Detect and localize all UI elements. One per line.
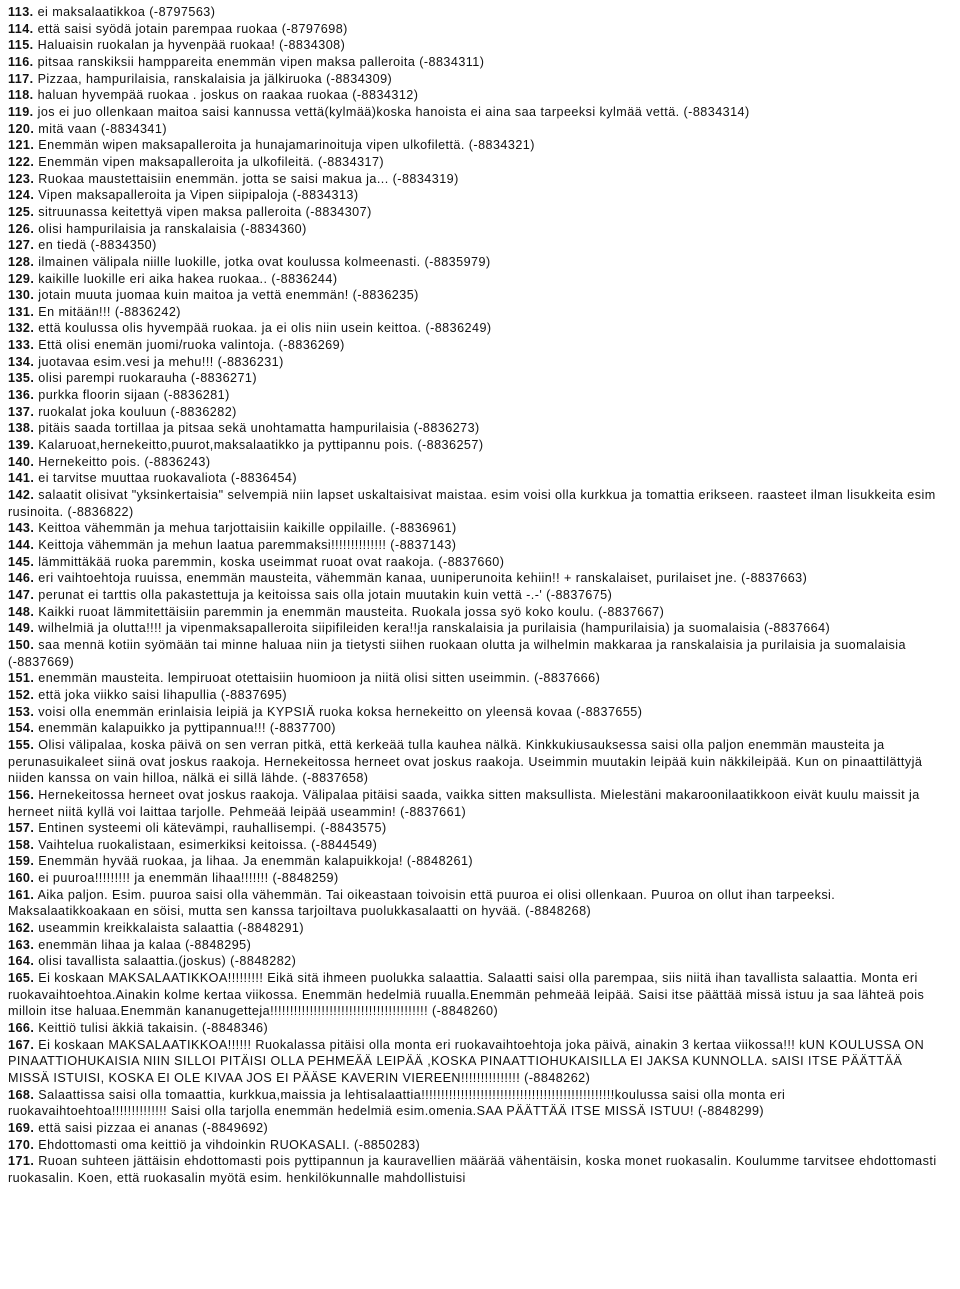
entry-number: 116.	[8, 54, 34, 69]
entry-number: 168.	[8, 1087, 35, 1102]
entry-text: Olisi välipalaa, koska päivä on sen verran pitkä, että kerkeää tulla kauhea nälkä. Kinkkukiusauksessa saisi olla paljon enemmän mausteita ja perunasuikaleet siinä ovat joskus raakoja. Hernekeitossa herneet ovat joskus raakoja. Useimmin muutakin leipää kuin näkkileipää. Kun on pinaattilättyjä niiden kanssa on vain hilloa, nälkä ei sillä lähde. (-8837658)	[8, 737, 923, 786]
entry-number: 119.	[8, 104, 34, 119]
entry-number: 126.	[8, 221, 35, 236]
entry-number: 150.	[8, 637, 35, 652]
entry-number: 115.	[8, 38, 34, 53]
entry-text: että saisi pizzaa ei ananas (-8849692)	[38, 1120, 269, 1135]
entry-number: 162.	[8, 921, 35, 936]
entry-text: enemmän mausteita. lempiruoat otettaisiin huomioon ja niitä olisi sitten useimmin. (-8837666)	[38, 671, 601, 686]
response-entry	[8, 537, 946, 554]
response-entry	[8, 1020, 946, 1037]
entry-text: voisi olla enemmän erinlaisia leipiä ja KYPSIÄ ruoka koksa hernekeitto on yleensä kovaa (-8837655)	[38, 704, 643, 719]
response-entry	[8, 620, 946, 637]
response-entry	[8, 320, 946, 337]
entry-number: 129.	[8, 271, 35, 286]
entry-text: Keittiö tulisi äkkiä takaisin. (-8848346)	[38, 1021, 269, 1036]
response-entry	[8, 1137, 946, 1154]
response-entry	[8, 570, 946, 587]
entry-number: 121.	[8, 138, 35, 153]
entry-text: Enemmän vipen maksapalleroita ja ulkofileitä. (-8834317)	[38, 154, 385, 169]
response-entry	[8, 587, 946, 604]
entry-number: 155.	[8, 737, 35, 752]
entry-text: pitsaa ranskiksii hamppareita enemmän vipen maksa palleroita (-8834311)	[37, 54, 485, 69]
entry-text: mitä vaan (-8834341)	[38, 121, 167, 136]
entry-text: että koulussa olis hyvempää ruokaa. ja ei olis niin usein keittoa. (-8836249)	[38, 321, 492, 336]
entry-text: ruokalat joka kouluun (-8836282)	[38, 404, 237, 419]
entry-text: jos ei juo ollenkaan maitoa saisi kannussa vettä(kylmää)koska hanoista ei aina saa tarpeeksi kylmää vettä. (-8834314)	[37, 104, 750, 119]
response-entry	[8, 887, 946, 920]
response-entry	[8, 820, 946, 837]
entry-number: 141.	[8, 471, 35, 486]
entry-text: Ei koskaan MAKSALAATIKKOA!!!!!!!!! Eikä sitä ihmeen puolukka salaattia. Salaatti saisi olla parempaa, siis niitä ihan tavallista salaattia. Monta eri ruokavaihtoehtoa.Ainakin kolme kertaa viikossa. Enemmän hedelmiä ruualla.Enemmän pehmeää leipää. Saisi itse päättää missä istuu ja saa lähteä pois milloin itse haluaa.Enemmän kananugetteja!!!!!!!!!!!!!!!!!!!!!!!!!!!!!!!!!!!!!!!! (-8848260)	[8, 971, 925, 1019]
response-entry	[8, 970, 946, 1020]
entry-text: saa mennä kotiin syömään tai minne haluaa niin ja tietysti siihen ruokaan olutta ja wilhelmin makkaraa ja ranskalaisia ja purilaisia ja suomalaisia (-8837669)	[8, 637, 906, 669]
entry-text: Ruoan suhteen jättäisin ehdottomasti pois pyttipannun ja kauravellien määrää vähentäisin, koska monet ruokasalin. Koulumme tarvitsee ehdottomasti ruokasalin. Koen, että ruokasalin myötä esim. henkilökunnalle mahdollistuisi	[8, 1154, 937, 1185]
response-entry	[8, 704, 946, 721]
entry-text: Pizzaa, hampurilaisia, ranskalaisia ja jälkiruoka (-8834309)	[37, 71, 393, 86]
entry-text: olisi tavallista salaattia.(joskus) (-8848282)	[38, 954, 297, 969]
response-entry	[8, 221, 946, 238]
entry-number: 136.	[8, 388, 35, 403]
entry-number: 114.	[8, 21, 34, 36]
response-entry	[8, 853, 946, 870]
entry-number: 137.	[8, 404, 35, 419]
entry-text: Enemmän wipen maksapalleroita ja hunajamarinoituja vipen ulkofilettä. (-8834321)	[38, 138, 535, 153]
response-entry	[8, 304, 946, 321]
response-entry	[8, 437, 946, 454]
entry-number: 160.	[8, 871, 35, 886]
response-entry	[8, 520, 946, 537]
response-entry	[8, 71, 946, 88]
response-entry	[8, 837, 946, 854]
entry-number: 124.	[8, 188, 35, 203]
entry-number: 122.	[8, 154, 35, 169]
response-entry	[8, 420, 946, 437]
entry-number: 169.	[8, 1120, 35, 1135]
entry-text: Kalaruoat,hernekeitto,puurot,maksalaatikko ja pyttipannu pois. (-8836257)	[38, 438, 484, 453]
response-entry	[8, 687, 946, 704]
entry-number: 148.	[8, 604, 35, 619]
entry-number: 132.	[8, 321, 35, 336]
entry-number: 171.	[8, 1154, 35, 1169]
entry-text: olisi parempi ruokarauha (-8836271)	[38, 371, 258, 386]
response-entry	[8, 237, 946, 254]
entry-text: Ei koskaan MAKSALAATIKKOA!!!!!! Ruokalassa pitäisi olla monta eri ruokavaihtoehtoja joka päivä, ainakin 3 kertaa viikossa!!! kUN KOULUSSA ON PINAATTIOHUKAISIA NIIN SILLOI PITÄISI OLLA PEHMEÄÄ LEIPÄÄ ,KOSKA PINAATTIOHUKAISILLA EI JAKSA KUNNOLLA. sAISI ITSE PÄÄTTÄÄ MISSÄ ISTUISI, KOSKA EI OLE KIVAA JOS EI PÄÄSE KAVERIN VIEREEN!!!!!!!!!!!!!!! (-8848262)	[8, 1037, 925, 1085]
response-entry	[8, 604, 946, 621]
entry-number: 146.	[8, 571, 35, 586]
entry-number: 147.	[8, 587, 35, 602]
entry-text: Aika paljon. Esim. puuroa saisi olla vähemmän. Tai oikeastaan toivoisin että puuroa ei olisi ollenkaan. Puuroa on ollut ihan tarpeeksi. Maksalaatikkoakaan en söisi, mutta sen kanssa tarjoiltava puolukkasalaatti on hyvää. (-8848268)	[8, 887, 836, 919]
entry-text: Ruokaa maustettaisiin enemmän. jotta se saisi makua ja... (-8834319)	[38, 171, 459, 186]
response-entry	[8, 370, 946, 387]
entry-text: Ehdottomasti oma keittiö ja vihdoinkin RUOKASALI. (-8850283)	[38, 1137, 421, 1152]
entry-number: 138.	[8, 421, 35, 436]
response-entry	[8, 1037, 946, 1087]
response-entry	[8, 920, 946, 937]
entry-number: 139.	[8, 438, 35, 453]
entry-text: Kaikki ruoat lämmitettäisiin paremmin ja enemmän mausteita. Ruokala jossa syö koko koulu. (-8837667)	[38, 604, 665, 619]
entry-text: että joka viikko saisi lihapullia (-8837695)	[38, 687, 287, 702]
response-entry	[8, 137, 946, 154]
entry-text: Haluaisin ruokalan ja hyvenpää ruokaa! (-8834308)	[37, 38, 346, 53]
entry-text: Vaihtelua ruokalistaan, esimerkiksi keitoissa. (-8844549)	[38, 837, 378, 852]
response-entry	[8, 104, 946, 121]
response-entry	[8, 953, 946, 970]
entry-text: ei puuroa!!!!!!!!! ja enemmän lihaa!!!!!!! (-8848259)	[38, 871, 339, 886]
response-entry	[8, 870, 946, 887]
response-entry	[8, 37, 946, 54]
entry-number: 135.	[8, 371, 35, 386]
entry-text: useammin kreikkalaista salaattia (-8848291)	[38, 921, 305, 936]
entry-number: 165.	[8, 971, 35, 986]
entry-text: En mitään!!! (-8836242)	[38, 304, 181, 319]
response-entry	[8, 487, 946, 520]
response-entry	[8, 404, 946, 421]
entry-text: enemmän lihaa ja kalaa (-8848295)	[38, 937, 252, 952]
entry-text: wilhelmiä ja olutta!!!! ja vipenmaksapalleroita siipifileiden kera!!ja ranskalaisia ja purilaisia (hampurilaisia) ja suomalaisia (-8837664)	[38, 621, 831, 636]
entry-text: pitäis saada tortillaa ja pitsaa sekä unohtamatta hampurilaisia (-8836273)	[38, 421, 480, 436]
entry-number: 134.	[8, 354, 35, 369]
response-entry	[8, 454, 946, 471]
entry-number: 161.	[8, 887, 35, 902]
entry-text: ei maksalaatikkoa (-8797563)	[37, 5, 216, 19]
entry-text: että saisi syödä jotain parempaa ruokaa (-8797698)	[37, 21, 348, 36]
entry-number: 158.	[8, 837, 35, 852]
response-entry	[8, 1153, 946, 1186]
entry-number: 133.	[8, 338, 35, 353]
entry-text: Keittoja vähemmän ja mehun laatua paremmaksi!!!!!!!!!!!!!! (-8837143)	[38, 538, 457, 552]
entry-number: 120.	[8, 121, 35, 136]
entry-number: 113.	[8, 5, 34, 19]
response-entry	[8, 554, 946, 571]
entry-text: Salaattissa saisi olla tomaattia, kurkkua,maissia ja lehtisalaattia!!!!!!!!!!!!!!!!!!!!!!!!!!!!!!!!!!!!!!!!!!!!!!!!!koulussa saisi olla monta eri ruokavaihtoehtoa!!!!!!!!!!!!!! Saisi olla tarjolla enemmän hedelmiä esim.omenia.SAA PÄÄTTÄÄ ITSE MISSÄ ISTUU! (-8848299)	[8, 1087, 786, 1119]
response-entry	[8, 187, 946, 204]
response-entry	[8, 387, 946, 404]
entry-number: 142.	[8, 488, 35, 503]
entry-text: en tiedä (-8834350)	[38, 238, 157, 253]
entry-number: 170.	[8, 1137, 35, 1152]
response-entry	[8, 1120, 946, 1137]
response-entry	[8, 737, 946, 787]
entry-number: 156.	[8, 787, 35, 802]
entry-text: Keittoa vähemmän ja mehua tarjottaisiin kaikille oppilaille. (-8836961)	[38, 521, 457, 536]
response-entry	[8, 337, 946, 354]
response-entry	[8, 171, 946, 188]
entry-number: 153.	[8, 704, 35, 719]
entry-number: 140.	[8, 454, 35, 469]
response-entry	[8, 1087, 946, 1120]
response-entry	[8, 21, 946, 38]
response-entry	[8, 121, 946, 138]
entry-number: 157.	[8, 821, 35, 836]
entry-text: jotain muuta juomaa kuin maitoa ja vettä enemmän! (-8836235)	[38, 288, 419, 303]
response-entry	[8, 254, 946, 271]
response-entry	[8, 670, 946, 687]
entry-text: ei tarvitse muuttaa ruokavaliota (-8836454)	[38, 471, 298, 486]
response-entry	[8, 271, 946, 288]
entry-text: purkka floorin sijaan (-8836281)	[38, 388, 230, 403]
entry-text: enemmän kalapuikko ja pyttipannua!!! (-8837700)	[38, 721, 336, 736]
entry-text: haluan hyvempää ruokaa . joskus on raakaa ruokaa (-8834312)	[37, 88, 419, 103]
entry-text: kaikille luokille eri aika hakea ruokaa.. (-8836244)	[38, 271, 338, 286]
entry-number: 167.	[8, 1037, 35, 1052]
response-entry	[8, 470, 946, 487]
entry-text: Vipen maksapalleroita ja Vipen siipipaloja (-8834313)	[38, 188, 359, 203]
response-entry	[8, 4, 946, 21]
entry-number: 131.	[8, 304, 35, 319]
response-entry	[8, 287, 946, 304]
response-entry	[8, 87, 946, 104]
entry-text: sitruunassa keitettyä vipen maksa palleroita (-8834307)	[38, 204, 372, 219]
entry-number: 128.	[8, 254, 35, 269]
entry-text: eri vaihtoehtoja ruuissa, enemmän mausteita, vähemmän kanaa, uuniperunoita kehiin!! + ranskalaiset, purilaiset jne. (-8837663)	[38, 571, 808, 586]
response-entry	[8, 154, 946, 171]
response-entry	[8, 637, 946, 670]
response-entry	[8, 354, 946, 371]
entry-text: Että olisi enemän juomi/ruoka valintoja. (-8836269)	[38, 338, 345, 353]
entry-number: 166.	[8, 1021, 35, 1036]
entry-text: ilmainen välipala niille luokille, jotka ovat koulussa kolmeenasti. (-8835979)	[38, 254, 491, 269]
entry-number: 151.	[8, 671, 35, 686]
response-entry	[8, 720, 946, 737]
entry-number: 130.	[8, 288, 35, 303]
entry-text: Hernekeitossa herneet ovat joskus raakoja. Välipalaa pitäisi saada, vaikka sitten maksullista. Mielestäni makaroonilaatikkoon eivät kuulu maissit ja herneet niitä kyllä voi laittaa tarjolle. Pehmeää leipää useammin! (-8837661)	[8, 787, 920, 819]
entry-number: 125.	[8, 204, 35, 219]
entry-number: 159.	[8, 854, 35, 869]
entry-text: salaatit olisivat "yksinkertaisia" selvempiä niin lapset uskaltaisivat maistaa. esim voisi olla kurkkua ja tomattia erikseen. raasteet ilman lisukkeita esim rusinoita. (-8836822)	[8, 488, 936, 519]
entry-text: perunat ei tarttis olla pakastettuja ja keitoissa sais olla jotain muutakin kuin vettä -.-' (-8837675)	[38, 587, 613, 602]
entry-text: Hernekeitto pois. (-8836243)	[38, 454, 211, 469]
response-entry	[8, 787, 946, 820]
entry-number: 127.	[8, 238, 35, 253]
response-entry	[8, 204, 946, 221]
entry-number: 149.	[8, 621, 35, 636]
response-entry	[8, 937, 946, 954]
entry-text: olisi hampurilaisia ja ranskalaisia (-8834360)	[38, 221, 307, 236]
entry-number: 144.	[8, 538, 35, 552]
entry-number: 143.	[8, 521, 35, 536]
entry-number: 152.	[8, 687, 35, 702]
entry-number: 117.	[8, 71, 34, 86]
entry-number: 123.	[8, 171, 35, 186]
entry-text: lämmittäkää ruoka paremmin, koska useimmat ruoat ovat raakoja. (-8837660)	[38, 554, 505, 569]
entry-text: Enemmän hyvää ruokaa, ja lihaa. Ja enemmän kalapuikkoja! (-8848261)	[38, 854, 474, 869]
entry-number: 145.	[8, 554, 35, 569]
entry-number: 154.	[8, 721, 35, 736]
response-entry	[8, 54, 946, 71]
entry-text: Entinen systeemi oli kätevämpi, rauhallisempi. (-8843575)	[38, 821, 387, 836]
entry-number: 163.	[8, 937, 35, 952]
entry-number: 118.	[8, 88, 34, 103]
entry-number: 164.	[8, 954, 35, 969]
entry-text: juotavaa esim.vesi ja mehu!!! (-8836231)	[38, 354, 284, 369]
